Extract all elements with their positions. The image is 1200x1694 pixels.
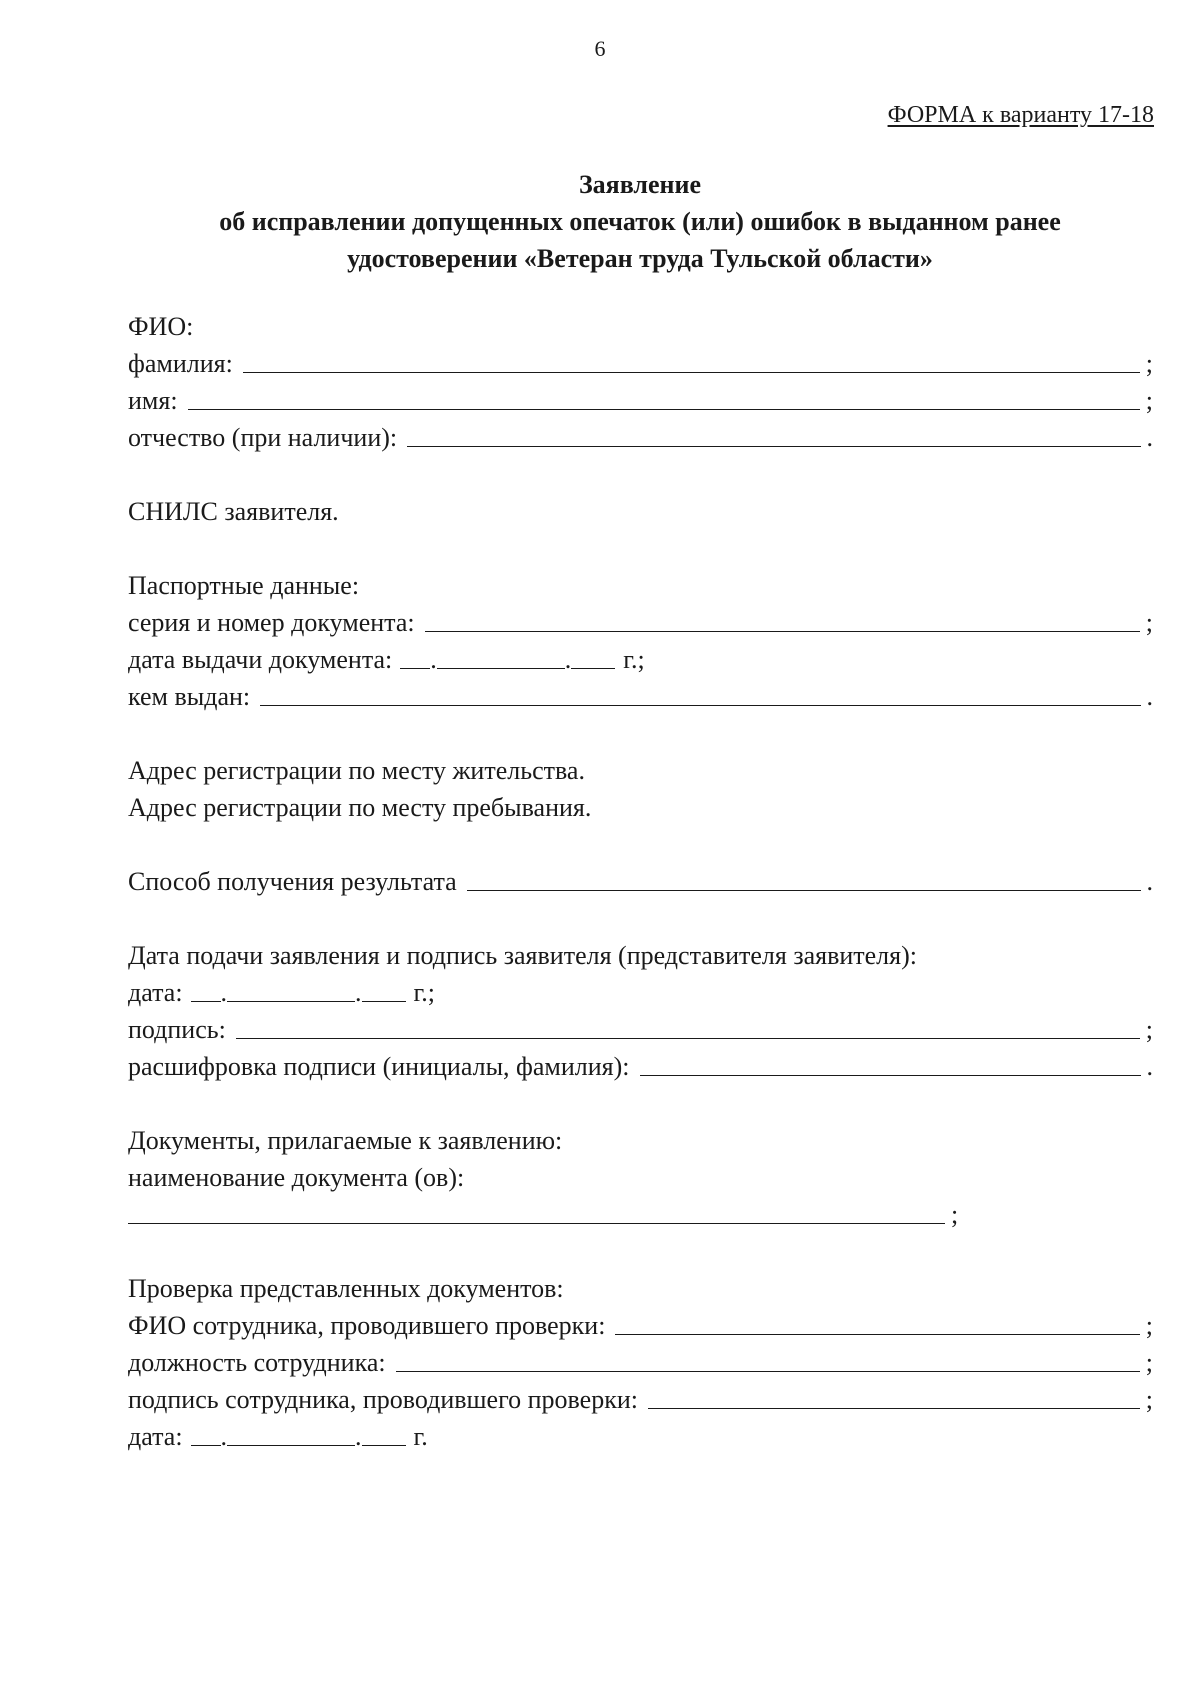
snils-row [128,493,1153,530]
title-line-2: об исправлении допущенных опечаток (или) ошибок в выданном ранее [219,207,1061,236]
surname-row: фамилия: ; [128,345,1153,382]
verification-date-field[interactable]: . . [183,1418,406,1455]
passport-date-field[interactable]: . . [392,641,615,678]
employee-signature-label: подпись сотрудника, проводившего проверки: [128,1385,638,1414]
name-row: имя: ; [128,382,1153,419]
submission-date-label: дата: [128,978,183,1007]
result-method-label: Способ получения результата [128,867,457,896]
employee-signature-row: подпись сотрудника, проводившего проверки: ; [128,1381,1153,1418]
issued-by-row: кем выдан: . [128,678,1153,715]
result-method-field[interactable] [467,889,1141,891]
fio-heading: ФИО: [128,312,194,341]
employee-fio-label: ФИО сотрудника, проводившего проверки: [128,1311,606,1340]
document-title [60,166,1200,277]
verification-date-row: дата: . . г. [128,1418,1153,1455]
signature-row: подпись: ; [128,1011,1153,1048]
address-stay: Адрес регистрации по месту пребывания. [128,793,592,822]
issued-by-field[interactable] [260,704,1140,706]
address-residence: Адрес регистрации по месту жительства. [128,756,585,785]
documents-field-row: ; [128,1196,1153,1233]
position-row: должность сотрудника: ; [128,1344,1153,1381]
documents-name-label: наименование документа (ов): [128,1163,465,1192]
form-body [128,308,1153,1455]
passport-date-label: дата выдачи документа: [128,645,393,674]
position-field[interactable] [396,1370,1140,1372]
page-number: 6 [594,36,606,61]
surname-label: фамилия: [128,349,233,378]
decryption-row: расшифровка подписи (инициалы, фамилия): . [128,1048,1153,1085]
employee-signature-field[interactable] [648,1407,1140,1409]
documents-heading: Документы, прилагаемые к заявлению: [128,1126,563,1155]
decryption-label: расшифровка подписи (инициалы, фамилия): [128,1052,630,1081]
submission-date-row: дата: . . г.; [128,974,1153,1011]
patronymic-row: отчество (при наличии): . [128,419,1153,456]
submission-heading: Дата подачи заявления и подпись заявителя (представителя заявителя): [128,941,918,970]
passport-heading: Паспортные данные: [128,571,360,600]
patronymic-field[interactable] [407,445,1140,447]
position-label: должность сотрудника: [128,1348,386,1377]
passport-date-row: дата выдачи документа: . . г.; [128,641,1153,678]
submission-date-field[interactable]: . . [183,974,406,1011]
decryption-field[interactable] [640,1074,1141,1076]
documents-field[interactable] [128,1222,945,1224]
verification-date-label: дата: [128,1422,183,1451]
signature-field[interactable] [236,1037,1140,1039]
name-label: имя: [128,386,178,415]
passport-series-field[interactable] [425,630,1140,632]
issued-by-label: кем выдан: [128,682,251,711]
surname-field[interactable] [243,371,1140,373]
documents-name-row [128,1159,1153,1196]
passport-series-label: серия и номер документа: [128,608,415,637]
verification-heading: Проверка представленных документов: [128,1274,564,1303]
employee-fio-row: ФИО сотрудника, проводившего проверки: ; [128,1307,1153,1344]
name-field[interactable] [188,408,1140,410]
title-line-3: удостоверении «Ветеран труда Тульской области» [347,244,933,273]
passport-series-row: серия и номер документа: ; [128,604,1153,641]
patronymic-label: отчество (при наличии): [128,423,398,452]
result-method-row: Способ получения результата . [128,863,1153,900]
snils-label: СНИЛС заявителя. [128,497,339,526]
employee-fio-field[interactable] [615,1333,1139,1335]
signature-label: подпись: [128,1015,226,1044]
form-reference: ФОРМА к варианту 17-18 [887,102,1154,128]
title-line-1: Заявление [578,170,702,199]
